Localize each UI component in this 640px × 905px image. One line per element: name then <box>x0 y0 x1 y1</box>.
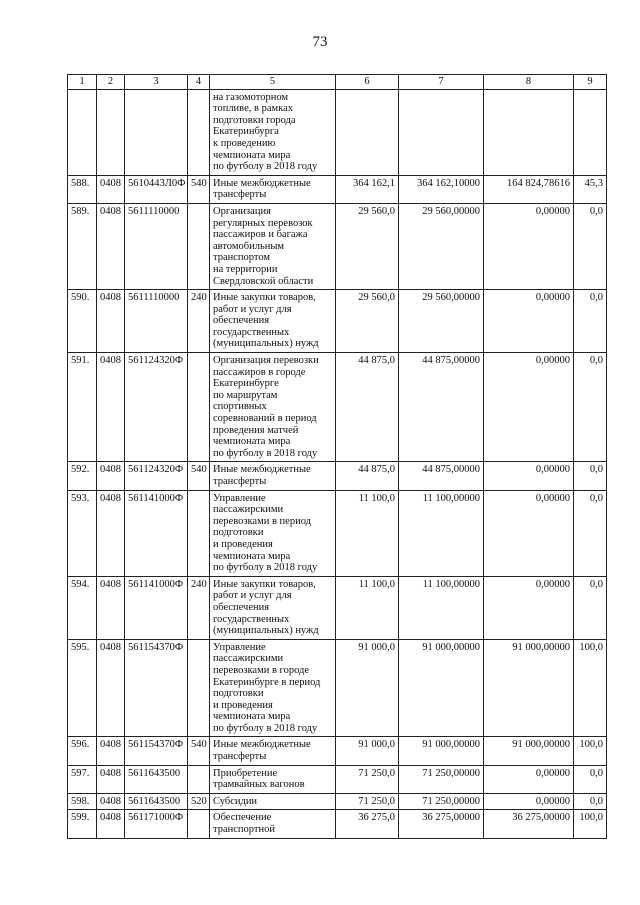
table-row <box>68 737 607 765</box>
table-row <box>68 639 607 737</box>
section-code-cell: 0408 <box>97 810 125 838</box>
amount-precise-cell: 29 560,00000 <box>399 290 484 353</box>
row-number-cell: 594. <box>68 576 97 639</box>
section-code-cell: 0408 <box>97 462 125 490</box>
table-row <box>68 462 607 490</box>
percent-cell: 100,0 <box>574 810 607 838</box>
executed-amount-cell: 0,00000 <box>484 353 574 462</box>
amount-cell: 29 560,0 <box>336 203 399 289</box>
amount-cell: 44 875,0 <box>336 353 399 462</box>
section-code-cell: 0408 <box>97 203 125 289</box>
item-name-cell: на газомоторном топливе, в рамках подготовки города Екатеринбурга к проведению чемпионата мира по футболу в 2018 году <box>210 89 336 175</box>
amount-cell <box>336 89 399 175</box>
section-code-cell: 0408 <box>97 353 125 462</box>
amount-precise-cell: 71 250,00000 <box>399 793 484 810</box>
percent-cell: 0,0 <box>574 290 607 353</box>
expense-type-cell <box>188 490 210 576</box>
item-name-cell: Иные закупки товаров, работ и услуг для обеспечения государственных (муниципальных) нужд <box>210 576 336 639</box>
expense-type-cell <box>188 765 210 793</box>
target-code-cell: 561141000Ф <box>125 576 188 639</box>
amount-cell: 44 875,0 <box>336 462 399 490</box>
row-number-cell: 592. <box>68 462 97 490</box>
column-header: 9 <box>574 75 607 90</box>
table-row <box>68 353 607 462</box>
amount-precise-cell: 71 250,00000 <box>399 765 484 793</box>
section-code-cell: 0408 <box>97 737 125 765</box>
target-code-cell: 561141000Ф <box>125 490 188 576</box>
expense-type-cell <box>188 810 210 838</box>
percent-cell: 0,0 <box>574 203 607 289</box>
amount-cell: 29 560,0 <box>336 290 399 353</box>
section-code-cell: 0408 <box>97 576 125 639</box>
amount-cell: 11 100,0 <box>336 490 399 576</box>
item-name-cell: Иные межбюджетные трансферты <box>210 462 336 490</box>
amount-precise-cell: 91 000,00000 <box>399 737 484 765</box>
table-row <box>68 490 607 576</box>
item-name-cell: Субсидии <box>210 793 336 810</box>
row-number-cell: 590. <box>68 290 97 353</box>
section-code-cell <box>97 89 125 175</box>
table-row <box>68 89 607 175</box>
target-code-cell: 561154370Ф <box>125 737 188 765</box>
percent-cell: 100,0 <box>574 639 607 737</box>
row-number-cell: 595. <box>68 639 97 737</box>
percent-cell: 0,0 <box>574 765 607 793</box>
expense-type-cell: 540 <box>188 175 210 203</box>
executed-amount-cell: 164 824,78616 <box>484 175 574 203</box>
section-code-cell: 0408 <box>97 639 125 737</box>
target-code-cell <box>125 89 188 175</box>
row-number-cell: 593. <box>68 490 97 576</box>
executed-amount-cell: 91 000,00000 <box>484 639 574 737</box>
percent-cell: 0,0 <box>574 462 607 490</box>
percent-cell: 100,0 <box>574 737 607 765</box>
column-header: 3 <box>125 75 188 90</box>
expense-type-cell <box>188 203 210 289</box>
table-row <box>68 765 607 793</box>
target-code-cell: 5611110000 <box>125 290 188 353</box>
expense-type-cell <box>188 353 210 462</box>
target-code-cell: 561164З500 <box>125 765 188 793</box>
header-row <box>68 75 607 90</box>
row-number-cell: 597. <box>68 765 97 793</box>
amount-cell: 71 250,0 <box>336 765 399 793</box>
executed-amount-cell: 36 275,00000 <box>484 810 574 838</box>
item-name-cell: Иные межбюджетные трансферты <box>210 175 336 203</box>
amount-cell: 36 275,0 <box>336 810 399 838</box>
item-name-cell: Приобретение трамвайных вагонов <box>210 765 336 793</box>
percent-cell: 45,3 <box>574 175 607 203</box>
amount-precise-cell <box>399 89 484 175</box>
expense-type-cell <box>188 89 210 175</box>
table-row <box>68 576 607 639</box>
amount-precise-cell: 36 275,00000 <box>399 810 484 838</box>
executed-amount-cell: 0,00000 <box>484 203 574 289</box>
target-code-cell: 5610443Л0Ф <box>125 175 188 203</box>
percent-cell: 0,0 <box>574 793 607 810</box>
amount-precise-cell: 364 162,10000 <box>399 175 484 203</box>
item-name-cell: Иные закупки товаров, работ и услуг для обеспечения государственных (муниципальных) нужд <box>210 290 336 353</box>
amount-cell: 91 000,0 <box>336 639 399 737</box>
section-code-cell: 0408 <box>97 290 125 353</box>
column-header: 2 <box>97 75 125 90</box>
executed-amount-cell: 0,00000 <box>484 462 574 490</box>
budget-table <box>67 74 607 839</box>
amount-cell: 11 100,0 <box>336 576 399 639</box>
executed-amount-cell: 0,00000 <box>484 576 574 639</box>
item-name-cell: Организация регулярных перевозок пассажиров и багажа автомобильным транспортом на территории Свердловской области <box>210 203 336 289</box>
expense-type-cell: 240 <box>188 290 210 353</box>
row-number-cell: 589. <box>68 203 97 289</box>
executed-amount-cell: 0,00000 <box>484 490 574 576</box>
item-name-cell: Обеспечение транспортной <box>210 810 336 838</box>
executed-amount-cell: 91 000,00000 <box>484 737 574 765</box>
expense-type-cell <box>188 639 210 737</box>
amount-cell: 364 162,1 <box>336 175 399 203</box>
target-code-cell: 561164З500 <box>125 793 188 810</box>
column-header: 7 <box>399 75 484 90</box>
percent-cell <box>574 89 607 175</box>
column-header: 5 <box>210 75 336 90</box>
section-code-cell: 0408 <box>97 490 125 576</box>
expense-type-cell: 540 <box>188 462 210 490</box>
item-name-cell: Управление пассажирскими перевозками в период подготовки и проведения чемпионата мира по футболу в 2018 году <box>210 490 336 576</box>
expense-type-cell: 520 <box>188 793 210 810</box>
row-number-cell: 588. <box>68 175 97 203</box>
expense-type-cell: 540 <box>188 737 210 765</box>
row-number-cell: 598. <box>68 793 97 810</box>
amount-precise-cell: 44 875,00000 <box>399 353 484 462</box>
item-name-cell: Управление пассажирскими перевозками в городе Екатеринбурге в период подготовки и проведения чемпионата мира по футболу в 2018 году <box>210 639 336 737</box>
page-number: 73 <box>312 34 328 50</box>
column-header: 6 <box>336 75 399 90</box>
column-header: 8 <box>484 75 574 90</box>
amount-cell: 71 250,0 <box>336 793 399 810</box>
amount-precise-cell: 29 560,00000 <box>399 203 484 289</box>
section-code-cell: 0408 <box>97 765 125 793</box>
amount-precise-cell: 11 100,00000 <box>399 490 484 576</box>
amount-cell: 91 000,0 <box>336 737 399 765</box>
table-row <box>68 290 607 353</box>
percent-cell: 0,0 <box>574 353 607 462</box>
table-row <box>68 793 607 810</box>
executed-amount-cell: 0,00000 <box>484 793 574 810</box>
amount-precise-cell: 91 000,00000 <box>399 639 484 737</box>
target-code-cell: 561124320Ф <box>125 462 188 490</box>
table-row <box>68 175 607 203</box>
percent-cell: 0,0 <box>574 490 607 576</box>
target-code-cell: 561124320Ф <box>125 353 188 462</box>
item-name-cell: Организация перевозки пассажиров в городе Екатеринбурге по маршрутам спортивных соревнований в период проведения матчей чемпионата мира по футболу в 2018 году <box>210 353 336 462</box>
column-header: 4 <box>188 75 210 90</box>
row-number-cell: 591. <box>68 353 97 462</box>
executed-amount-cell <box>484 89 574 175</box>
row-number-cell: 599. <box>68 810 97 838</box>
table-row <box>68 203 607 289</box>
table-row <box>68 810 607 838</box>
percent-cell: 0,0 <box>574 576 607 639</box>
executed-amount-cell: 0,00000 <box>484 765 574 793</box>
amount-precise-cell: 11 100,00000 <box>399 576 484 639</box>
expense-type-cell: 240 <box>188 576 210 639</box>
row-number-cell: 596. <box>68 737 97 765</box>
row-number-cell <box>68 89 97 175</box>
target-code-cell: 561171000Ф <box>125 810 188 838</box>
section-code-cell: 0408 <box>97 793 125 810</box>
target-code-cell: 5611110000 <box>125 203 188 289</box>
column-header: 1 <box>68 75 97 90</box>
target-code-cell: 561154370Ф <box>125 639 188 737</box>
executed-amount-cell: 0,00000 <box>484 290 574 353</box>
item-name-cell: Иные межбюджетные трансферты <box>210 737 336 765</box>
amount-precise-cell: 44 875,00000 <box>399 462 484 490</box>
section-code-cell: 0408 <box>97 175 125 203</box>
table-body <box>68 89 607 838</box>
